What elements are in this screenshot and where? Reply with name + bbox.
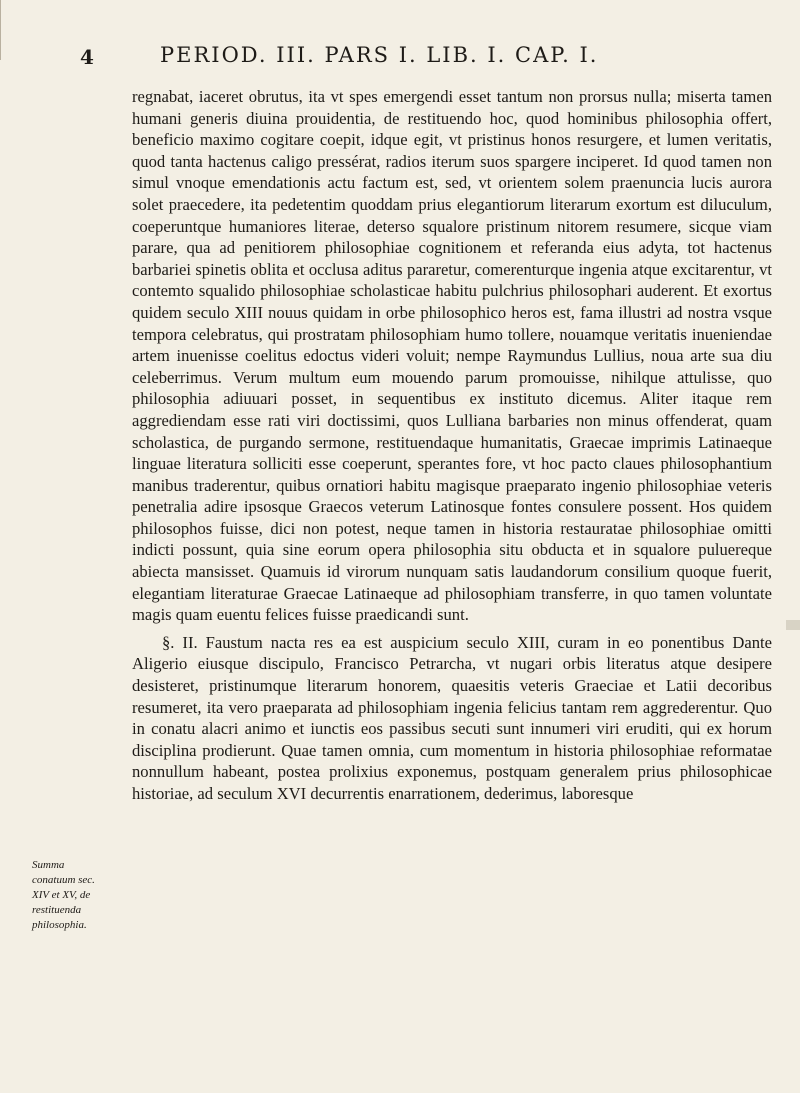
- running-head: PERIOD. III. PARS I. LIB. I. CAP. I.: [160, 43, 599, 67]
- page-number: 4: [80, 45, 94, 69]
- paragraph-2: [132, 632, 772, 805]
- paragraph-1: regnabat, iaceret obrutus, ita vt spes emergendi esset tantum non prorsus nulla; miserta tamen humani generis diuina prouidentia, de restituendo hoc, quod hominibus philosophia offert, beneficio maximo cogitare coepit, idque egit, vt pristinus honos resurgere, et lumen veritatis, quod tanta hactenus caligo pressérat, radios iterum suos spargere inciperet. Id quod tamen non simul vnoque emendationis actu factum est, sed, vt orientem solem praenuncia lucis aurora solet praecedere, ita pedetentim quoddam prius elegantiorum literarum exortum est diluculum, coeperuntque humaniores literae, deterso squalore pristinum nitorem resumere, sicque viam parare, qua ad penitiorem philosophiae cognitionem et referanda eius adyta, tot hactenus barbariei spinetis oblita et occlusa aditus pararetur, comerenturque ingenia atque excitarentur, vt contemto squalido philosophiae scholasticae habitu pulchrius philosophari auderent. Et exortus quidem seculo XIII nouus quidam in orbe philosophico heros est, fama illustri ad nostra vsque tempora celebratus, qui prostratam philosophiam humo tollere, nouamque veritatis inueniendae artem inuenisse coelitus edoctus videri voluit; nempe Raymundus Lullius, noua arte sua diu celeberrimus. Verum multum eum mouendo parum promouisse, nihilque attulisse, quo philosophia adiuuari posset, in sequentibus ex instituto dicemus. Aliter itaque rem aggrediendam esse rati viri doctissimi, quos Lulliana barbaries non minus offenderat, quam scholastica, de purgando sermone, restituendaque humanitatis, Graecae imprimis Latinaeque linguae literatura solliciti esse coeperunt, sperantes fore, vt hoc pacto claues philosophantium manibus traderentur, quibus ornatiori habitu magisque praeparato ingenio philosophiae veteris penetralia adire ipsosque Graecos veterum Latinosque fontes consulere possent. Hos quidem philosophos fuisse, dici non potest, neque tamen in historia restauratae philosophiae omitti indicti possunt, quia sine eorum opera philosophia situ obducta et in squalore puluereque abiecta mansisset. Quamuis id virorum nunquam satis laudandorum consilium quoque fuerit, elegantiam literaturae Graecae Latinaeque ad philosophiam transferre, in quo tamen voluntate magis quam euentu felices fuisse praedicandi sunt.: [132, 87, 772, 625]
- marginal-note: Summa conatuum sec. XIV et XV, de restituenda philosophia.: [32, 859, 95, 931]
- page-edge-mark: [786, 620, 800, 630]
- section-mark: §. II.: [162, 632, 198, 652]
- page-header: [0, 40, 800, 80]
- paragraph-2-text: Faustum nacta res ea est auspicium seculo XIII, curam in eo ponentibus Dante Aligerio eiusque discipulo, Francisco Petrarcha, vt nugari orbis literatus atque desipere desisteret, pristinumque literarum honorem, quaesitis veteris Graeciae et Latii decoribus resumeret, ita vero praeparata ad philosophiam ingenia felicius tantam rem aggrederentur. Quo in conatu alacri animo et iunctis eos passibus secuti sunt innumeri viri eruditi, qui ex horum disciplina prodierunt. Quae tamen omnia, cum momentum in historia philosophiae reformatae nonnullum habeant, postea prolixius exponemus, postquam generalem prius philosophicae historiae, ad seculum XVI decurrentis enarrationem, dederimus, laboresque: [132, 632, 772, 803]
- body-text: [132, 86, 772, 805]
